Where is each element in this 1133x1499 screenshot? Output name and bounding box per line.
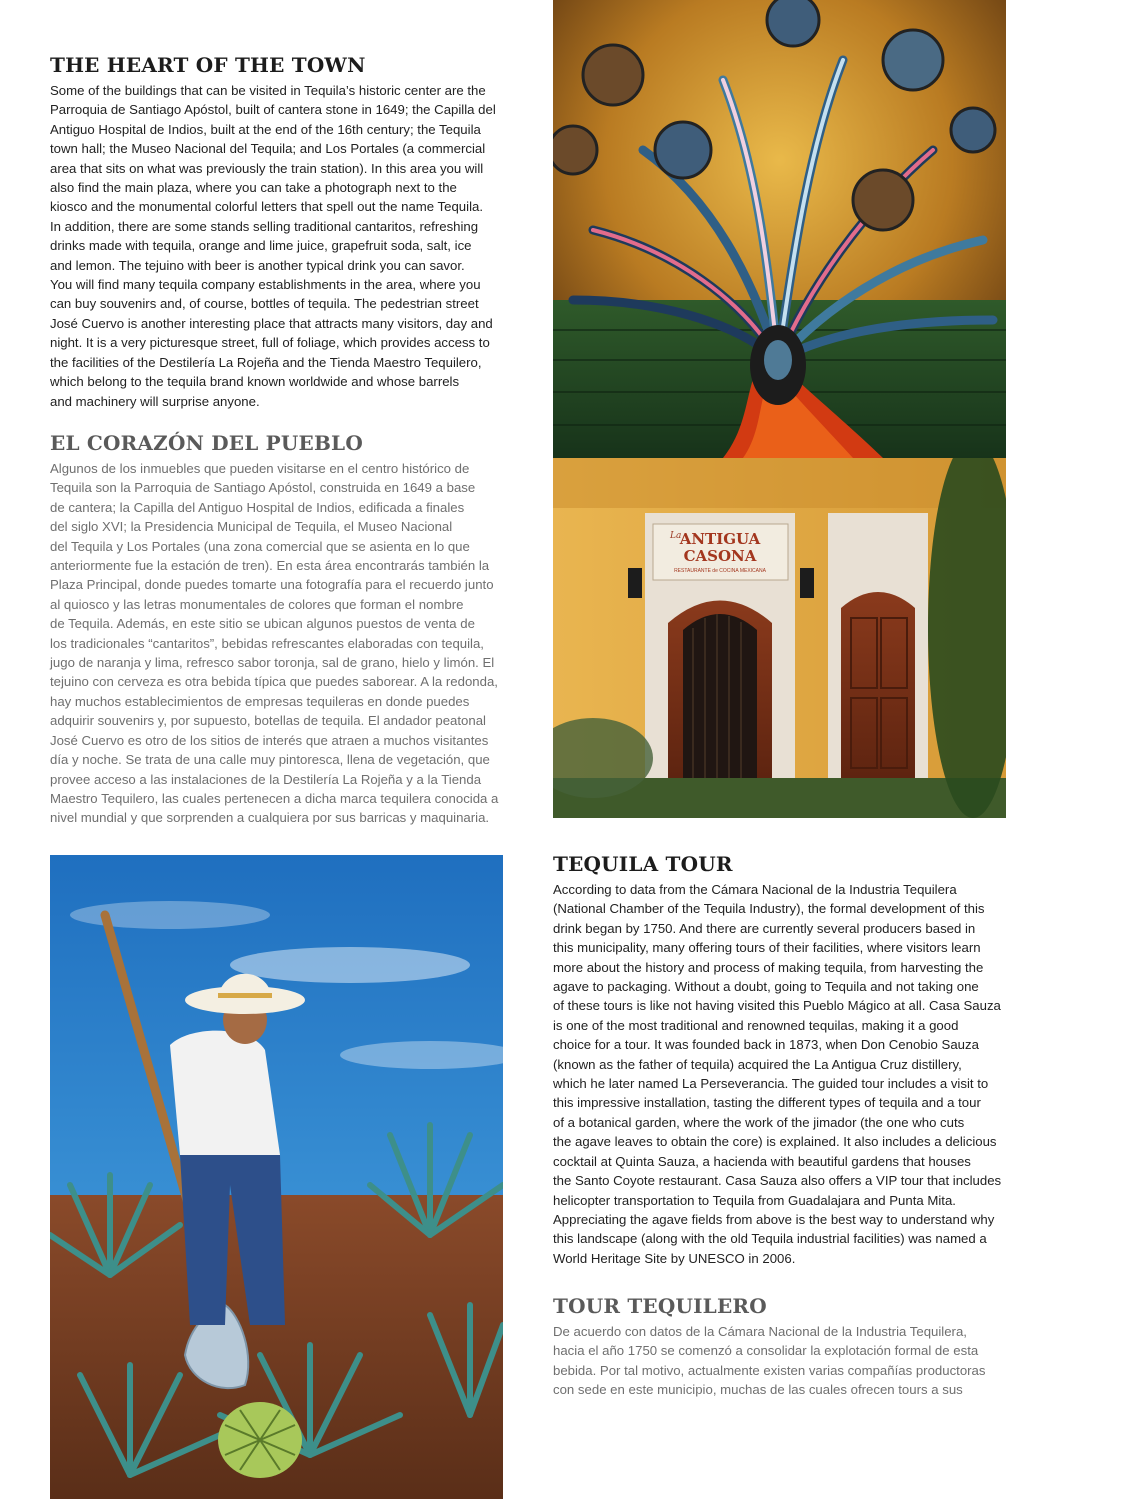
text-line: con sede en este municipio, muchas de las cuales ofrecen tours a sus bbox=[553, 1382, 963, 1398]
text-line: also find the main plaza, where you can take a photograph next to the bbox=[50, 180, 457, 196]
section-title: TEQUILA TOUR bbox=[553, 852, 733, 876]
text-line: (known as the father of tequila) acquired the La Antigua Cruz distillery, bbox=[553, 1056, 962, 1072]
text-line: drink began by 1750. And there are currently several producers based in bbox=[553, 920, 976, 936]
restaurant-sign-line4: RESTAURANTE de COCINA MEXICANA bbox=[674, 568, 766, 574]
text-line: José Cuervo is another interesting place that attracts many visitors, day and bbox=[50, 315, 493, 331]
text-line: and lemon. The tejuino with beer is another typical drink you can savor. bbox=[50, 257, 465, 273]
text-line: jugo de naranja y lima, refresco sabor toronja, sal de grano, hielo y limón. El bbox=[50, 655, 495, 671]
text-line: the Santo Coyote restaurant. Casa Sauza also offers a VIP tour that includes bbox=[553, 1173, 1002, 1189]
text-line: Antiguo Hospital de Indios, built at the end of the 16th century; the Tequila bbox=[50, 121, 481, 137]
section-title: THE HEART OF THE TOWN bbox=[50, 53, 366, 77]
text-line: According to data from the Cámara Nacional de la Industria Tequilera bbox=[553, 882, 957, 897]
restaurant-sign-line1: La bbox=[670, 531, 682, 541]
text-line: adquirir souvenirs y, por supuesto, botellas de tequila. El andador peatonal bbox=[50, 713, 486, 729]
text-line: of a botanical garden, where the work of the jimador (the one who cuts bbox=[553, 1114, 965, 1130]
text-line: Parroquia de Santiago Apóstol, built of cantera stone in 1649; the Capilla del bbox=[50, 102, 496, 118]
text-line: town hall; the Museo Nacional del Tequila; and Los Portales (a commercial bbox=[50, 141, 486, 157]
text-line: this impressive installation, tasting the different types of tequila and a tour bbox=[553, 1095, 981, 1111]
text-line: día y noche. Se trata de una calle muy pintoresca, llena de vegetación, que bbox=[50, 752, 490, 768]
section-corazon-pueblo bbox=[50, 431, 520, 828]
text-line: agave to packaging. Without a doubt, going to Tequila and not taking one bbox=[553, 979, 979, 995]
text-line: World Heritage Site by UNESCO in 2006. bbox=[553, 1250, 796, 1266]
section-tequila-tour bbox=[553, 852, 1023, 1268]
section-tour-tequilero bbox=[553, 1294, 1023, 1400]
text-line: José Cuervo es otro de los sitios de interés que atraen a muchos visitantes bbox=[50, 732, 489, 748]
agave-mural-illustration bbox=[553, 0, 1006, 458]
section-body bbox=[50, 81, 520, 411]
restaurant-sign-line3: CASONA bbox=[683, 547, 757, 565]
text-line: de Tequila. Además, en este sitio se ubican algunos puestos de venta de bbox=[50, 616, 475, 632]
text-line: del siglo XVI; la Presidencia Municipal de Tequila, el Museo Nacional bbox=[50, 519, 453, 535]
text-line: night. It is a very picturesque street, full of foliage, which provides access to bbox=[50, 335, 490, 351]
section-body bbox=[50, 459, 520, 828]
text-line: and machinery will surprise anyone. bbox=[50, 393, 260, 409]
text-line: drinks made with tequila, orange and lime juice, grapefruit soda, salt, ice bbox=[50, 238, 472, 254]
text-line: which belong to the tequila brand known worldwide and whose barrels bbox=[50, 374, 460, 390]
text-line: hacia el año 1750 se comenzó a consolidar la explotación formal de esta bbox=[553, 1343, 979, 1359]
text-line: area that sits on what was previously the train station). In this area you will bbox=[50, 160, 484, 176]
text-line: can buy souvenirs and, of course, bottles of tequila. The pedestrian street bbox=[50, 296, 479, 312]
antigua-casona-photo bbox=[553, 458, 1006, 818]
text-line: Some of the buildings that can be visited in Tequila’s historic center are the bbox=[50, 83, 486, 98]
text-line: bebida. Por tal motivo, actualmente existen varias compañías productoras bbox=[553, 1362, 986, 1378]
text-line: del Tequila y Los Portales (una zona comercial que se asienta en lo que bbox=[50, 538, 470, 554]
text-line: tejuino con cerveza es otra bebida típica que puedes saborear. A la redonda, bbox=[50, 674, 498, 690]
text-line: choice for a tour. It was founded back in 1873, when Don Cenobio Sauza bbox=[553, 1037, 979, 1053]
text-line: al quiosco y las letras monumentales de colores que forman el nombre bbox=[50, 596, 464, 612]
text-line: anteriormente fue la estación de tren). En esta área encontrarás también la bbox=[50, 558, 490, 574]
text-line: de cantera; la Capilla del Antiguo Hospital de Indios, edificada a finales bbox=[50, 499, 465, 515]
jimador-photo bbox=[50, 855, 503, 1499]
text-line: more about the history and process of making tequila, from harvesting the bbox=[553, 959, 984, 975]
text-line: this municipality, many offering tours of their facilities, where visitors learn bbox=[553, 940, 981, 956]
text-line: los tradicionales “cantaritos”, bebidas refrescantes elaboradas con tequila, bbox=[50, 635, 484, 651]
section-body bbox=[553, 880, 1023, 1268]
section-title: EL CORAZÓN DEL PUEBLO bbox=[50, 431, 363, 455]
text-line: which he later named La Perseverancia. The guided tour includes a visit to bbox=[553, 1076, 989, 1092]
section-body bbox=[553, 1322, 1023, 1400]
text-line: cocktail at Quinta Sauza, a hacienda with beautiful gardens that houses bbox=[553, 1153, 971, 1169]
text-line: (National Chamber of the Tequila Industry), the formal development of this bbox=[553, 901, 985, 917]
text-line: nivel mundial y que sorprenden a cualquiera por sus barricas y maquinaria. bbox=[50, 810, 490, 826]
section-heart-of-town bbox=[50, 53, 520, 411]
agave-mural-photo bbox=[553, 0, 1006, 458]
text-line: Tequila son la Parroquia de Santiago Apóstol, construida en 1649 a base bbox=[50, 480, 476, 496]
text-line: is one of the most traditional and renowned tequilas, making it a good bbox=[553, 1017, 959, 1033]
text-line: of these tours is like not having visited this Pueblo Mágico at all. Casa Sauza bbox=[553, 998, 1001, 1014]
jimador-illustration bbox=[50, 855, 503, 1499]
text-line: In addition, there are some stands selling traditional cantaritos, refreshing bbox=[50, 218, 479, 234]
text-line: Appreciating the agave fields from above is the best way to understand why bbox=[553, 1211, 995, 1227]
text-line: De acuerdo con datos de la Cámara Nacional de la Industria Tequilera, bbox=[553, 1324, 967, 1339]
text-line: the facilities of the Destilería La Rojeña and the Tienda Maestro Tequilero, bbox=[50, 354, 482, 370]
text-line: Plaza Principal, donde puedes tomarte una fotografía para el recuerdo junto bbox=[50, 577, 494, 593]
text-line: helicopter transportation to Tequila from Guadalajara and Punta Mita. bbox=[553, 1192, 956, 1208]
text-line: this landscape (along with the old Tequila industrial facilities) was named a bbox=[553, 1231, 987, 1247]
restaurant-facade-illustration bbox=[553, 458, 1006, 818]
text-line: kiosco and the monumental colorful letters that spell out the name Tequila. bbox=[50, 199, 483, 215]
section-title: TOUR TEQUILERO bbox=[553, 1294, 767, 1318]
restaurant-sign-line2: ANTIGUA bbox=[679, 530, 761, 548]
text-line: Maestro Tequilero, las cuales pertenecen a dicha marca tequilera conocida a bbox=[50, 790, 499, 806]
text-line: provee acceso a las instalaciones de la Destilería La Rojeña y a la Tienda bbox=[50, 771, 482, 787]
text-line: Algunos de los inmuebles que pueden visitarse en el centro histórico de bbox=[50, 461, 470, 476]
text-line: the agave leaves to obtain the core) is explained. It also includes a delicious bbox=[553, 1134, 997, 1150]
text-line: hay muchos establecimientos de empresas tequileras en donde puedes bbox=[50, 693, 470, 709]
text-line: You will find many tequila company establishments in the area, where you bbox=[50, 277, 481, 293]
